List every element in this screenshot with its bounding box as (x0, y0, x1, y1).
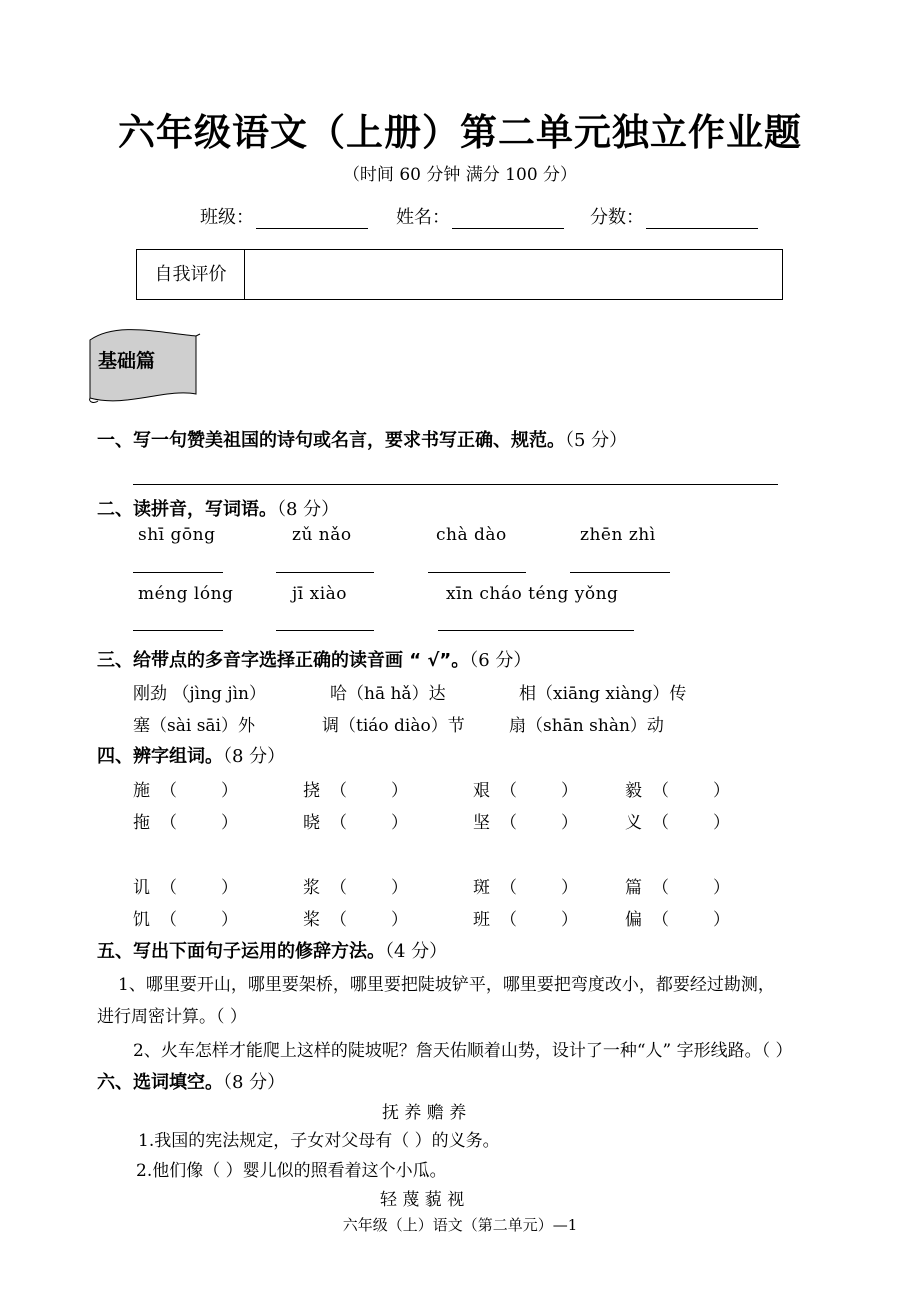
word-group-blank[interactable] (652, 910, 730, 930)
word-group-item (303, 873, 408, 898)
q1-title: 一、写一句赞美祖国的诗句或名言，要求书写正确、规范。 (97, 430, 565, 451)
word-group-char: 挠 (303, 781, 320, 801)
word-group-item (625, 905, 730, 930)
paren-left: （ (160, 910, 177, 930)
name-label: 姓名： (396, 207, 450, 228)
word-group-char: 饥 (133, 910, 150, 930)
pinyin-7: xīn cháo téng yǒng (446, 584, 619, 604)
paren-right: ） (561, 781, 578, 801)
pinyin-blank-2[interactable] (276, 572, 374, 573)
polyphone-item-1[interactable]: 刚劲 （jìng jìn） (133, 684, 267, 704)
paren-right: ） (561, 813, 578, 833)
pinyin-blank-6[interactable] (276, 630, 374, 631)
q5-sentence-1-line-1: 1、哪里要开山，哪里要架桥，哪里要把陡坡铲平，哪里要把弯度改小，都要经过勘测， (118, 975, 775, 995)
q3-points: （6 分） (469, 650, 532, 671)
paren-right: ） (391, 813, 408, 833)
paren-left: （ (330, 813, 347, 833)
score-blank[interactable] (646, 208, 758, 229)
q3-title: 三、给带点的多音字选择正确的读音画 “ √”。 (97, 650, 470, 671)
q4-title: 四、辨字组词。 (97, 746, 223, 767)
word-group-item (303, 808, 408, 833)
word-group-blank[interactable] (500, 813, 578, 833)
paren-left: （ (500, 910, 517, 930)
word-group-blank[interactable] (160, 781, 238, 801)
word-group-blank[interactable] (160, 813, 238, 833)
paren-left: （ (160, 781, 177, 801)
word-group-char: 浆 (303, 878, 320, 898)
word-group-blank[interactable] (652, 781, 730, 801)
pinyin-blank-5[interactable] (133, 630, 223, 631)
word-group-char: 班 (473, 910, 490, 930)
word-group-blank[interactable] (330, 910, 408, 930)
paren-left: （ (500, 813, 517, 833)
page-title: 六年级语文（上册）第二单元独立作业题 (118, 111, 802, 154)
self-evaluation-label: 自我评价 (137, 250, 245, 299)
q3-heading (97, 646, 531, 672)
q6-word-choices-2: 轻 蔑 藐 视 (380, 1190, 465, 1210)
q2-points: （8 分） (277, 499, 340, 520)
self-evaluation-box (136, 249, 783, 300)
paren-right: ） (561, 910, 578, 930)
paren-left: （ (330, 910, 347, 930)
class-field (200, 203, 368, 229)
word-group-item (133, 873, 238, 898)
pinyin-6: jī xiào (292, 584, 348, 604)
score-label: 分数： (590, 207, 644, 228)
q2-title: 二、读拼音，写词语。 (97, 499, 277, 520)
q2-heading (97, 495, 339, 521)
word-group-item (625, 776, 730, 801)
class-label: 班级： (200, 207, 254, 228)
paren-right: ） (391, 910, 408, 930)
word-group-char: 拖 (133, 813, 150, 833)
paren-left: （ (652, 781, 669, 801)
q4-heading (97, 742, 285, 768)
word-group-blank[interactable] (160, 910, 238, 930)
paren-right: ） (221, 878, 238, 898)
paren-right: ） (713, 878, 730, 898)
word-group-char: 坚 (473, 813, 490, 833)
q1-points: （5 分） (565, 430, 628, 451)
paren-right: ） (391, 878, 408, 898)
word-group-blank[interactable] (652, 878, 730, 898)
q6-heading (97, 1068, 285, 1094)
q6-title: 六、选词填空。 (97, 1072, 223, 1093)
word-group-item (625, 873, 730, 898)
pinyin-2: zǔ nǎo (292, 525, 352, 545)
q4-points: （8 分） (223, 746, 286, 767)
word-group-item (133, 776, 238, 801)
paren-left: （ (652, 813, 669, 833)
name-blank[interactable] (452, 208, 564, 229)
word-group-char: 毅 (625, 781, 642, 801)
pinyin-blank-3[interactable] (428, 572, 526, 573)
word-group-blank[interactable] (652, 813, 730, 833)
paren-right: ） (713, 910, 730, 930)
polyphone-item-2[interactable]: 哈（hā hǎ）达 (330, 684, 446, 704)
score-field (590, 203, 758, 229)
polyphone-item-4[interactable]: 塞（sài sāi）外 (133, 716, 255, 736)
polyphone-item-3[interactable]: 相（xiāng xiàng）传 (519, 684, 687, 704)
word-group-blank[interactable] (330, 878, 408, 898)
q6-points: （8 分） (223, 1072, 286, 1093)
word-group-item (133, 905, 238, 930)
q5-points: （4 分） (385, 941, 448, 962)
word-group-char: 义 (625, 813, 642, 833)
word-group-item (473, 905, 578, 930)
q6-sentence-2[interactable]: 2.他们像（ ）婴儿似的照看着这个小瓜。 (136, 1161, 447, 1181)
word-group-char: 施 (133, 781, 150, 801)
q1-heading (97, 426, 627, 452)
pinyin-blank-1[interactable] (133, 572, 223, 573)
self-evaluation-area[interactable] (245, 250, 782, 299)
polyphone-item-6[interactable]: 扇（shān shàn）动 (509, 716, 664, 736)
word-group-item (303, 905, 408, 930)
q6-sentence-1[interactable]: 1.我国的宪法规定，子女对父母有（ ）的义务。 (138, 1131, 500, 1151)
pinyin-blank-4[interactable] (570, 572, 670, 573)
word-group-item (473, 808, 578, 833)
paren-left: （ (652, 878, 669, 898)
paren-left: （ (500, 878, 517, 898)
word-group-item (625, 808, 730, 833)
pinyin-3: chà dào (436, 525, 507, 545)
word-group-char: 篇 (625, 878, 642, 898)
pinyin-1: shī gōng (138, 525, 216, 545)
q6-word-choices-1: 抚 养 赡 养 (382, 1103, 467, 1123)
word-group-blank[interactable] (500, 781, 578, 801)
paren-left: （ (500, 781, 517, 801)
exam-subtitle: （时间 60 分钟 满分 100 分） (342, 165, 578, 185)
word-group-blank[interactable] (330, 813, 408, 833)
q5-sentence-2[interactable]: 2、火车怎样才能爬上这样的陡坡呢？詹天佑顺着山势，设计了一种“人” 字形线路。（ ） (133, 1041, 793, 1061)
pinyin-blank-7[interactable] (438, 630, 634, 631)
word-group-item (473, 873, 578, 898)
class-blank[interactable] (256, 208, 368, 229)
paren-right: ） (221, 781, 238, 801)
paren-left: （ (330, 878, 347, 898)
polyphone-item-5[interactable]: 调（tiáo diào）节 (322, 716, 465, 736)
word-group-blank[interactable] (500, 910, 578, 930)
word-group-item (303, 776, 408, 801)
paren-left: （ (160, 813, 177, 833)
word-group-char: 偏 (625, 910, 642, 930)
word-group-char: 斑 (473, 878, 490, 898)
q5-sentence-1-line-2[interactable]: 进行周密计算。（ ） (97, 1007, 247, 1027)
paren-right: ） (713, 781, 730, 801)
paren-left: （ (160, 878, 177, 898)
paren-right: ） (391, 781, 408, 801)
banner-label: 基础篇 (98, 350, 156, 372)
pinyin-5: méng lóng (138, 584, 234, 604)
pinyin-4: zhēn zhì (580, 525, 656, 545)
q5-heading (97, 937, 447, 963)
paren-left: （ (652, 910, 669, 930)
q5-title: 五、写出下面句子运用的修辞方法。 (97, 941, 385, 962)
paren-right: ） (561, 878, 578, 898)
paren-right: ） (221, 813, 238, 833)
page-footer: 六年级（上）语文（第二单元）—1 (342, 1216, 578, 1234)
paren-left: （ (330, 781, 347, 801)
word-group-item (473, 776, 578, 801)
word-group-blank[interactable] (160, 878, 238, 898)
word-group-blank[interactable] (330, 781, 408, 801)
word-group-char: 晓 (303, 813, 320, 833)
word-group-blank[interactable] (500, 878, 578, 898)
q1-answer-line[interactable] (133, 484, 778, 485)
paren-right: ） (221, 910, 238, 930)
word-group-char: 讥 (133, 878, 150, 898)
name-field (396, 203, 564, 229)
word-group-item (133, 808, 238, 833)
paren-right: ） (713, 813, 730, 833)
word-group-char: 艰 (473, 781, 490, 801)
word-group-char: 桨 (303, 910, 320, 930)
